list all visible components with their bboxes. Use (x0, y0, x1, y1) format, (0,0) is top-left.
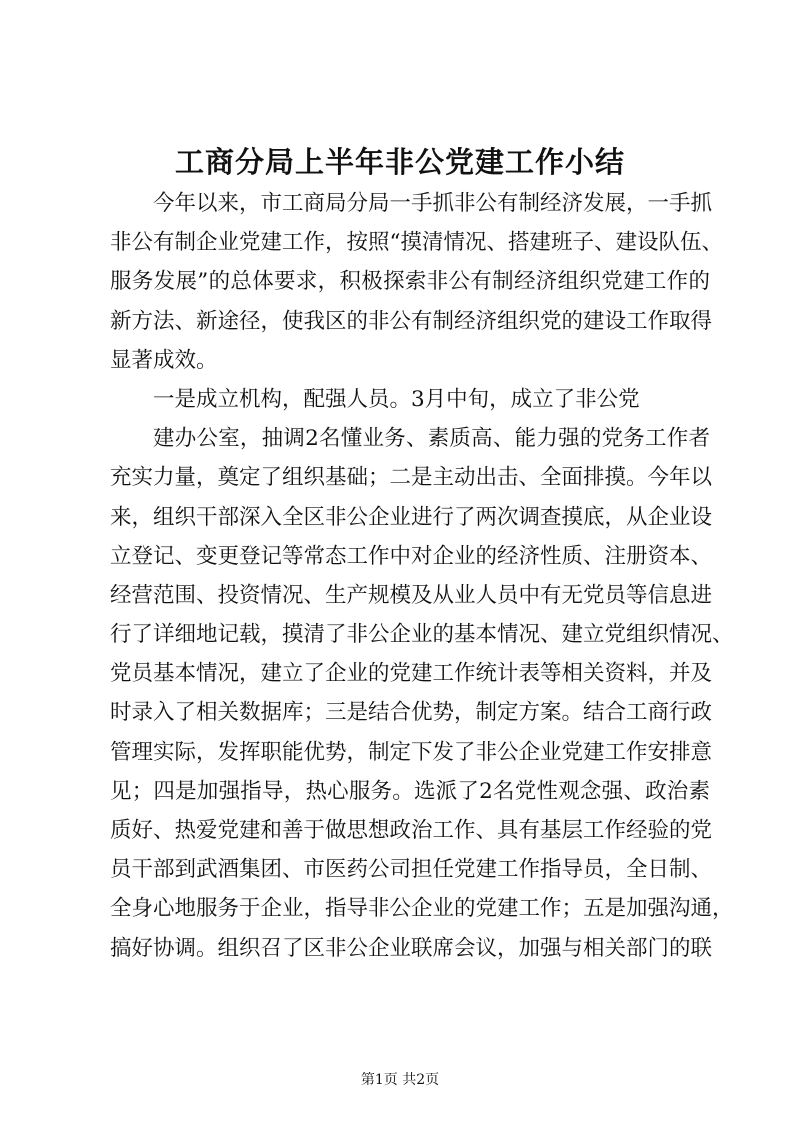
body-line: 服务发展”的总体要求，积极探索非公有制经济组织党建工作的 (110, 269, 710, 295)
body-line: 新方法、新途径，使我区的非公有制经济组织党的建设工作取得 (110, 308, 713, 334)
document-title: 工商分局上半年非公党建工作小结 (174, 145, 625, 179)
body-line: 来，组织干部深入全区非公企业进行了两次调查摸底，从企业设 (110, 504, 713, 530)
body-line: 搞好协调。组织召了区非公企业联席会议，加强与相关部门的联 (110, 935, 713, 961)
body-line: 非公有制企业党建工作，按照“摸清情况、搭建班子、建设队伍、 (110, 230, 723, 256)
body-line: 全身心地服务于企业，指导非公企业的党建工作；五是加强沟通， (110, 896, 734, 922)
body-line: 员干部到武酒集团、市医药公司担任党建工作指导员，全日制、 (110, 857, 713, 883)
body-line: 行了详细地记载，摸清了非公企业的基本情况、建立党组织情况、 (110, 622, 734, 648)
body-line: 经营范围、投资情况、生产规模及从业人员中有无党员等信息进 (110, 582, 713, 608)
body-line: 时录入了相关数据库；三是结合优势，制定方案。结合工商行政 (110, 700, 713, 726)
body-line: 管理实际，发挥职能优势，制定下发了非公企业党建工作安排意 (110, 739, 713, 765)
body-line: 充实力量，奠定了组织基础；二是主动出击、全面排摸。今年以 (110, 465, 713, 491)
body-line: 一是成立机构，配强人员。3月中旬，成立了非公党 (153, 386, 640, 412)
body-line: 立登记、变更登记等常态工作中对企业的经济性质、注册资本、 (110, 543, 713, 569)
body-line: 今年以来，市工商局分局一手抓非公有制经济发展，一手抓 (153, 191, 713, 216)
body-line: 质好、热爱党建和善于做思想政治工作、具有基层工作经验的党 (110, 818, 713, 843)
body-line: 党员基本情况，建立了企业的党建工作统计表等相关资料，并及 (110, 661, 713, 687)
body-line: 显著成效。 (110, 347, 218, 373)
body-line: 建办公室，抽调2名懂业务、素质高、能力强的党务工作者 (153, 426, 710, 452)
body-line: 见；四是加强指导，热心服务。选派了2名党性观念强、政治素 (110, 778, 710, 804)
page-number: 第1页 共2页 (360, 1072, 440, 1088)
document-body (110, 184, 734, 968)
